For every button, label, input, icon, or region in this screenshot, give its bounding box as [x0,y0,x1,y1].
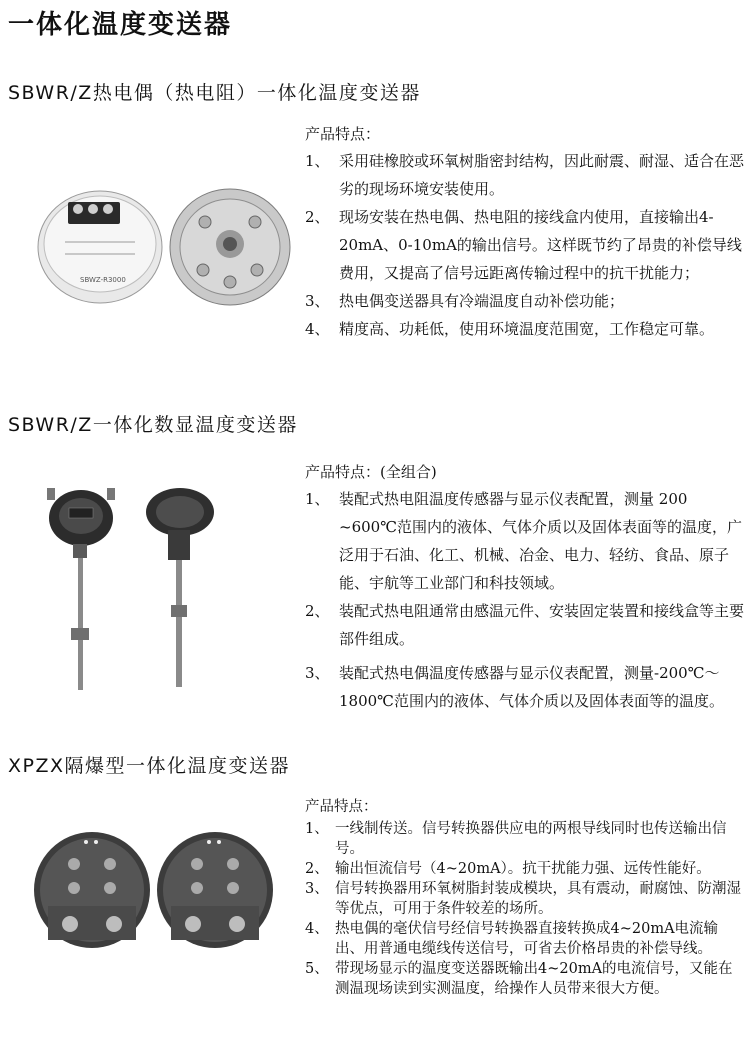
feature-item: 1、 采用硅橡胶或环氧树脂密封结构，因此耐震、耐湿、适合在恶劣的现场环境安装使用。 [305,152,745,198]
section-title-sbwr-z-digital: SBWR/Z一体化数显温度变送器 [8,414,298,436]
feature-item: 3、 装配式热电偶温度传感器与显示仪表配置，测量-200℃～1800℃范围内的液体、气体介质以及固体表面等的温度。 [305,664,724,710]
feature-item: 2、 现场安装在热电偶、热电阻的接线盒内使用，直接输出4-20mA、0-10mA的输出信号。这样既节约了昂贵的补偿导线费用，又提高了信号远距离传输过程中的抗干扰能力； [305,208,742,282]
module-label: SBWZ-R3000 [80,276,126,284]
digital-transmitter-images [35,480,265,695]
feature-item: 3、 热电偶变送器具有冷端温度自动补偿功能； [305,292,625,310]
feature-item: 2、 装配式热电阻通常由感温元件、安装固定装置和接线盒等主要部件组成。 [305,602,745,648]
feature-item: 4、 精度高、功耗低，使用环境温度范围宽，工作稳定可靠。 [305,320,715,338]
section-title-sbwr-z: SBWR/Z热电偶（热电阻）一体化温度变送器 [8,82,421,104]
explosion-proof-module-images [30,830,280,950]
transmitter-module-images [35,182,300,312]
feature-item: 5、 带现场显示的温度变送器既输出4~20mA的电流信号，又能在测温现场读到实测温度，给操作人员带来很大方便。 [305,961,733,997]
features-section-2 [305,461,745,715]
feature-item: 3、 信号转换器用环氧树脂封装成模块，具有震动，耐腐蚀、防潮湿等优点，可用于条件较差的场所。 [305,881,741,917]
features-heading: 产品特点： [305,125,381,143]
page-title: 一体化温度变送器 [8,10,233,40]
features-heading: 产品特点：(全组合) [305,463,437,481]
feature-item: 4、 热电偶的毫伏信号经信号转换器直接转换成4~20mA电流输出、用普通电缆线传送信号，可省去价格昂贵的补偿导线。 [305,921,719,957]
features-section-1 [305,123,745,343]
section-title-xpzx: XPZX隔爆型一体化温度变送器 [8,755,291,777]
feature-item: 1、 装配式热电阻温度传感器与显示仪表配置，测量 200 ~600℃范围内的液体、气体介质以及固体表面等的温度，广泛用于石油、化工、机械、冶金、电力、轻纺、食品、原子能、宇航等工业部门和科技领域。 [305,490,742,592]
features-heading: 产品特点： [305,799,378,815]
features-section-3 [305,795,745,999]
feature-item: 1、 一线制传送。信号转换器供应电的两根导线同时也传送输出信号。 [305,821,727,857]
feature-item: 2、 输出恒流信号（4~20mA）。抗干扰能力强、远传性能好。 [305,861,711,877]
